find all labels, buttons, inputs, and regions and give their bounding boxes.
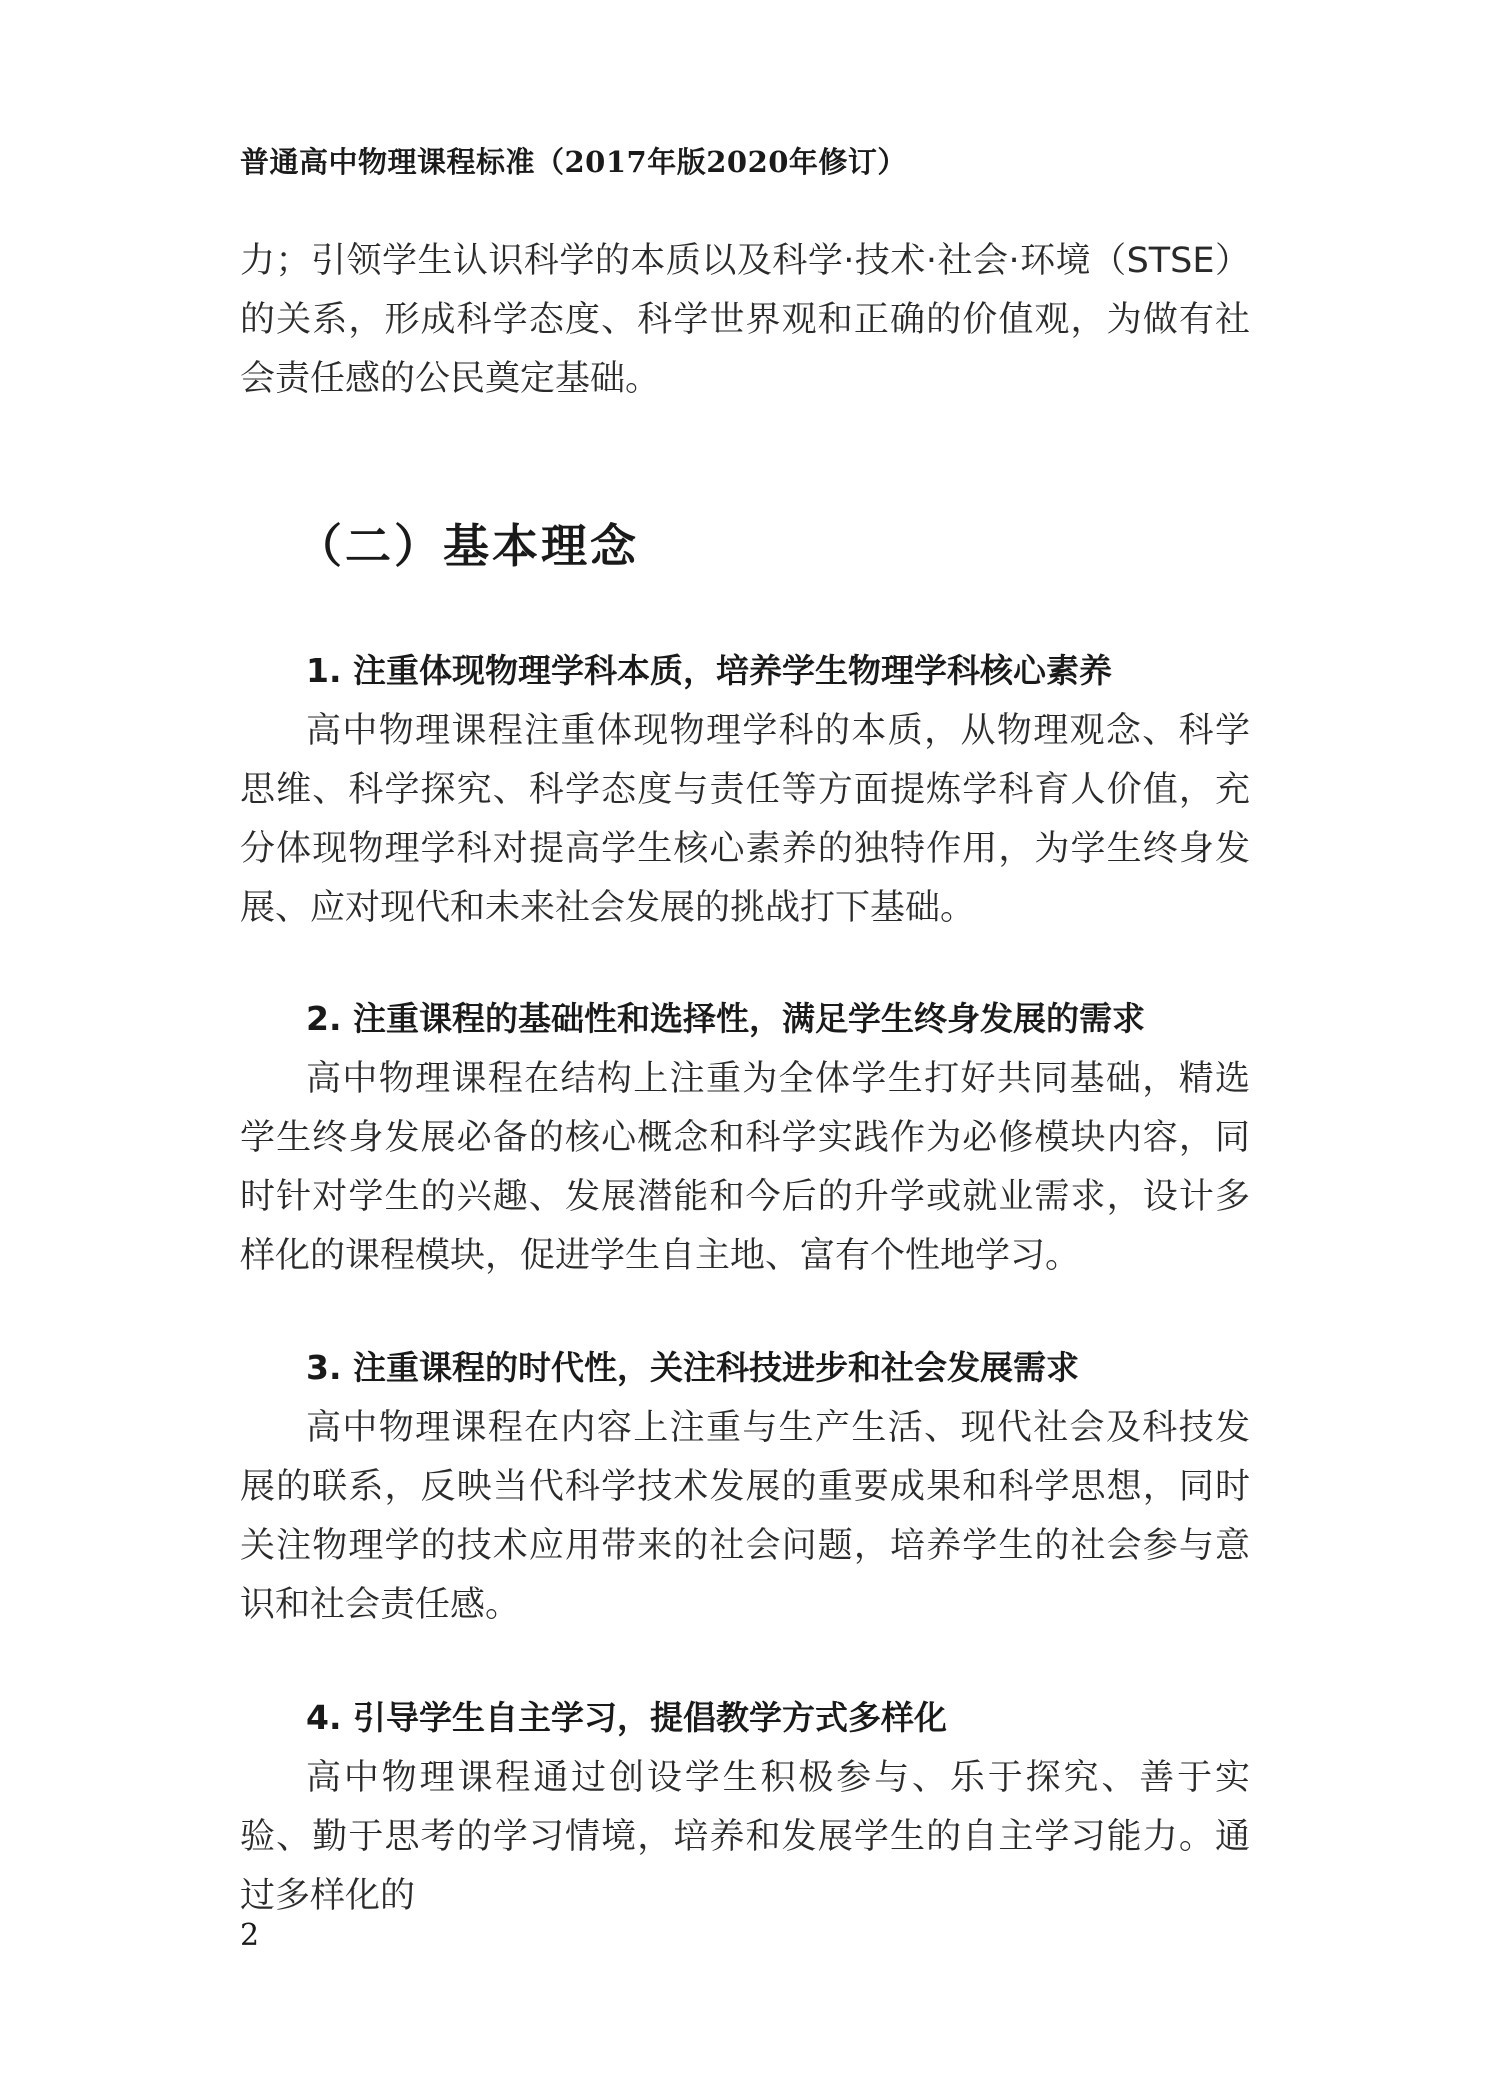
intro-paragraph: 力；引领学生认识科学的本质以及科学·技术·社会·环境（STSE）的关系，形成科学态度、科学世界观和正确的价值观，为做有社会责任感的公民奠定基础。 <box>240 241 1250 399</box>
principle-4-body: 高中物理课程通过创设学生积极参与、乐于探究、善于实验、勤于思考的学习情境，培养和发展学生的自主学习能力。通过多样化的 <box>240 1758 1250 1916</box>
principle-2-title: 2. 注重课程的基础性和选择性，满足学生终身发展的需求 <box>306 999 1145 1038</box>
principle-4-title: 4. 引导学生自主学习，提倡教学方式多样化 <box>306 1698 947 1737</box>
principle-2-body: 高中物理课程在结构上注重为全体学生打好共同基础，精选学生终身发展必备的核心概念和科学实践作为必修模块内容，同时针对学生的兴趣、发展潜能和今后的升学或就业需求，设计多样化的课程模块，促进学生自主地、富有个性地学习。 <box>240 1059 1250 1276</box>
principle-3-body: 高中物理课程在内容上注重与生产生活、现代社会及科技发展的联系，反映当代科学技术发展的重要成果和科学思想，同时关注物理学的技术应用带来的社会问题，培养学生的社会参与意识和社会责任感。 <box>240 1408 1250 1625</box>
principle-3-title: 3. 注重课程的时代性，关注科技进步和社会发展需求 <box>306 1348 1079 1387</box>
section-heading: （二）基本理念 <box>296 519 639 573</box>
principle-1-body: 高中物理课程注重体现物理学科的本质，从物理观念、科学思维、科学探究、科学态度与责任等方面提炼学科育人价值，充分体现物理学科对提高学生核心素养的独特作用，为学生终身发展、应对现代和未来社会发展的挑战打下基础。 <box>240 711 1250 928</box>
running-header: 普通高中物理课程标准（2017年版2020年修订） <box>240 145 907 179</box>
principle-1-title: 1. 注重体现物理学科本质，培养学生物理学科核心素养 <box>306 651 1112 690</box>
page-number: 2 <box>240 1918 260 1953</box>
